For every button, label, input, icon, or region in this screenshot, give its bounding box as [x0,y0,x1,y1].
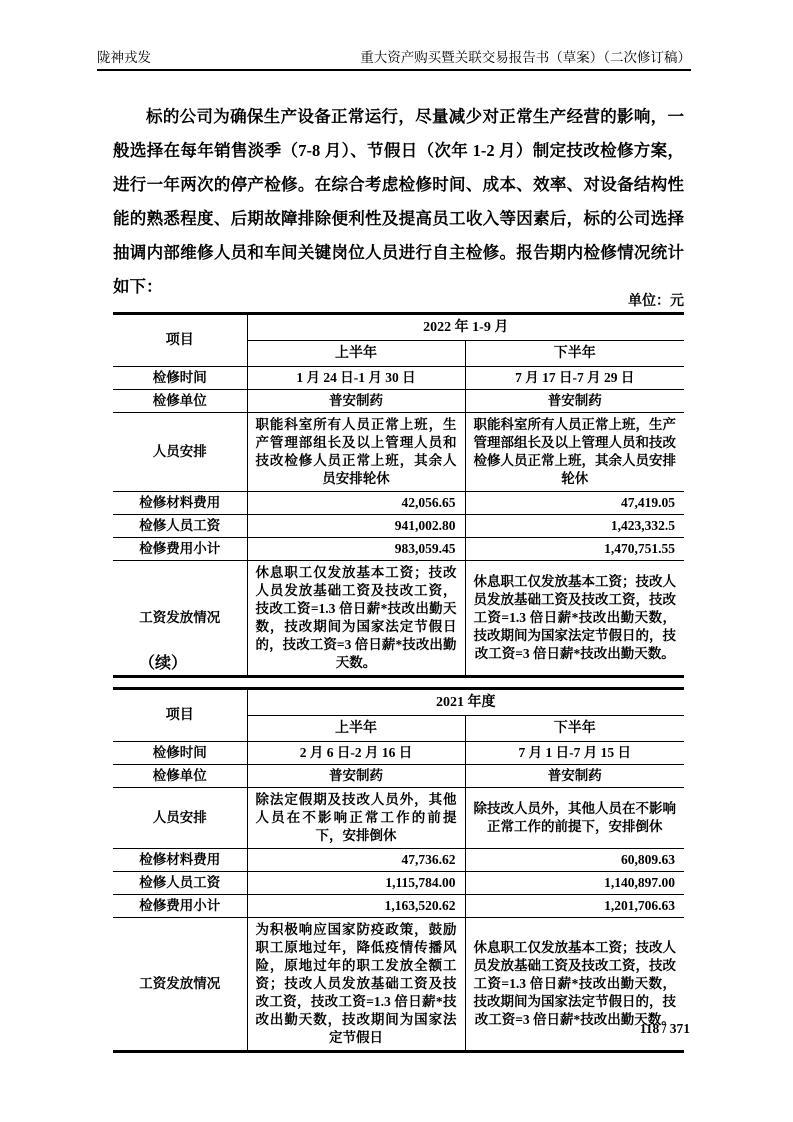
cell-first-half: 1 月 24 日-1 月 30 日 [247,367,465,390]
row-staffing [113,413,684,492]
row-label: 检修时间 [113,367,247,390]
row-labor-cost [113,515,684,538]
cell-first-half: 休息职工仅发放基本工资；技改人员发放基础工资及技改工资，技改工资=1.3 倍日薪*技改出勤天数，技改期间为国家法定节假日的，技改工资=3 倍日薪*技改出勤天数。 [247,561,465,677]
cell-first-half: 普安制药 [247,765,465,788]
cell-second-half: 7 月 1 日-7 月 15 日 [465,742,684,765]
table-header-row [113,689,684,716]
row-label: 人员安排 [113,413,247,492]
row-label: 检修人员工资 [113,515,247,538]
row-material-cost [113,492,684,515]
cell-first-half: 除法定假期及技改人员外，其他人员在不影响正常工作的前提下，安排倒休 [247,788,465,849]
cell-second-half: 除技改人员外，其他人员在不影响正常工作的前提下，安排倒休 [465,788,684,849]
maintenance-table-2021 [113,687,684,1053]
cell-first-half: 1,115,784.00 [247,872,465,895]
cell-first-half: 1,163,520.62 [247,895,465,918]
row-maintenance-unit [113,390,684,413]
cell-second-half: 普安制药 [465,390,684,413]
row-label: 检修费用小计 [113,895,247,918]
period-header-cell: 2022 年 1-9 月 [247,314,684,341]
row-label: 检修费用小计 [113,538,247,561]
second-half-header-cell: 下半年 [465,341,684,367]
row-subtotal [113,895,684,918]
second-half-header-cell: 下半年 [465,716,684,742]
cell-first-half: 2 月 6 日-2 月 16 日 [247,742,465,765]
row-label: 检修人员工资 [113,872,247,895]
cell-second-half: 60,809.63 [465,849,684,872]
cell-second-half: 职能科室所有人员正常上班，生产管理部组长及以上管理人员和技改检修人员正常上班，其余人员安排轮休 [465,413,684,492]
cell-first-half: 普安制药 [247,390,465,413]
row-subtotal [113,538,684,561]
header-report-title: 重大资产购买暨关联交易报告书（草案）（二次修订稿） [360,50,691,65]
header-company-name: 陇神戎发 [97,50,151,65]
cell-second-half: 普安制药 [465,765,684,788]
row-labor-cost [113,872,684,895]
intro-paragraph: 标的公司为确保生产设备正常运行，尽量减少对正常生产经营的影响，一般选择在每年销售淡季（7-8 月）、节假日（次年 1-2 月）制定技改检修方案，进行一年两次的停产检修。在综合考虑检修时间、成本、效率、对设备结构性能的熟悉程度、后期故障排除便利性及提高员工收入等因素后，标的公司选择抽调内部维修人员和车间关键岗位人员进行自主检修。报告期内检修情况统计如下： [113,107,684,296]
row-label: 人员安排 [113,788,247,849]
page-number: 118 / 371 [639,1021,690,1036]
row-maintenance-time [113,367,684,390]
row-label: 工资发放情况 [113,918,247,1052]
cell-first-half: 983,059.45 [247,538,465,561]
row-material-cost [113,849,684,872]
cell-first-half: 941,002.80 [247,515,465,538]
row-label: 检修单位 [113,390,247,413]
row-staffing [113,788,684,849]
row-wage-policy [113,561,684,677]
table-header-row [113,314,684,341]
cell-second-half: 1,423,332.5 [465,515,684,538]
cell-first-half: 职能科室所有人员正常上班，生产管理部组长及以上管理人员和技改检修人员正常上班，其余人员安排轮休 [247,413,465,492]
cell-first-half: 为积极响应国家防疫政策，鼓励职工原地过年，降低疫情传播风险，原地过年的职工发放全额工资；技改人员发放基础工资及技改工资，技改工资=1.3 倍日薪*技改出勤天数，技改期间为国家法定节假日 [247,918,465,1052]
item-header-cell: 项目 [113,314,247,367]
first-half-header-cell: 上半年 [247,341,465,367]
cell-second-half: 7 月 17 日-7 月 29 日 [465,367,684,390]
unit-label: 单位：元 [628,294,684,309]
row-label: 检修时间 [113,742,247,765]
row-maintenance-unit [113,765,684,788]
cell-second-half: 1,201,706.63 [465,895,684,918]
cell-first-half: 47,736.62 [247,849,465,872]
cell-second-half: 47,419.05 [465,492,684,515]
period-header-cell: 2021 年度 [247,689,684,716]
first-half-header-cell: 上半年 [247,716,465,742]
row-label: 检修材料费用 [113,849,247,872]
continued-label: （续） [139,655,188,672]
document-header [97,46,691,71]
row-maintenance-time [113,742,684,765]
row-label: 检修材料费用 [113,492,247,515]
cell-first-half: 42,056.65 [247,492,465,515]
cell-second-half: 休息职工仅发放基本工资；技改人员发放基础工资及技改工资，技改工资=1.3 倍日薪*技改出勤天数，技改期间为国家法定节假日的，技改工资=3 倍日薪*技改出勤天数。 [465,561,684,677]
cell-second-half: 休息职工仅发放基本工资；技改人员发放基础工资及技改工资，技改工资=1.3 倍日薪*技改出勤天数，技改期间为国家法定节假日的，技改工资=3 倍日薪*技改出勤天数。 [465,918,684,1052]
item-header-cell: 项目 [113,689,247,742]
row-label: 检修单位 [113,765,247,788]
row-label: 工资发放情况 [113,561,247,677]
cell-second-half: 1,470,751.55 [465,538,684,561]
maintenance-table-2022 [113,312,684,678]
cell-second-half: 1,140,897.00 [465,872,684,895]
